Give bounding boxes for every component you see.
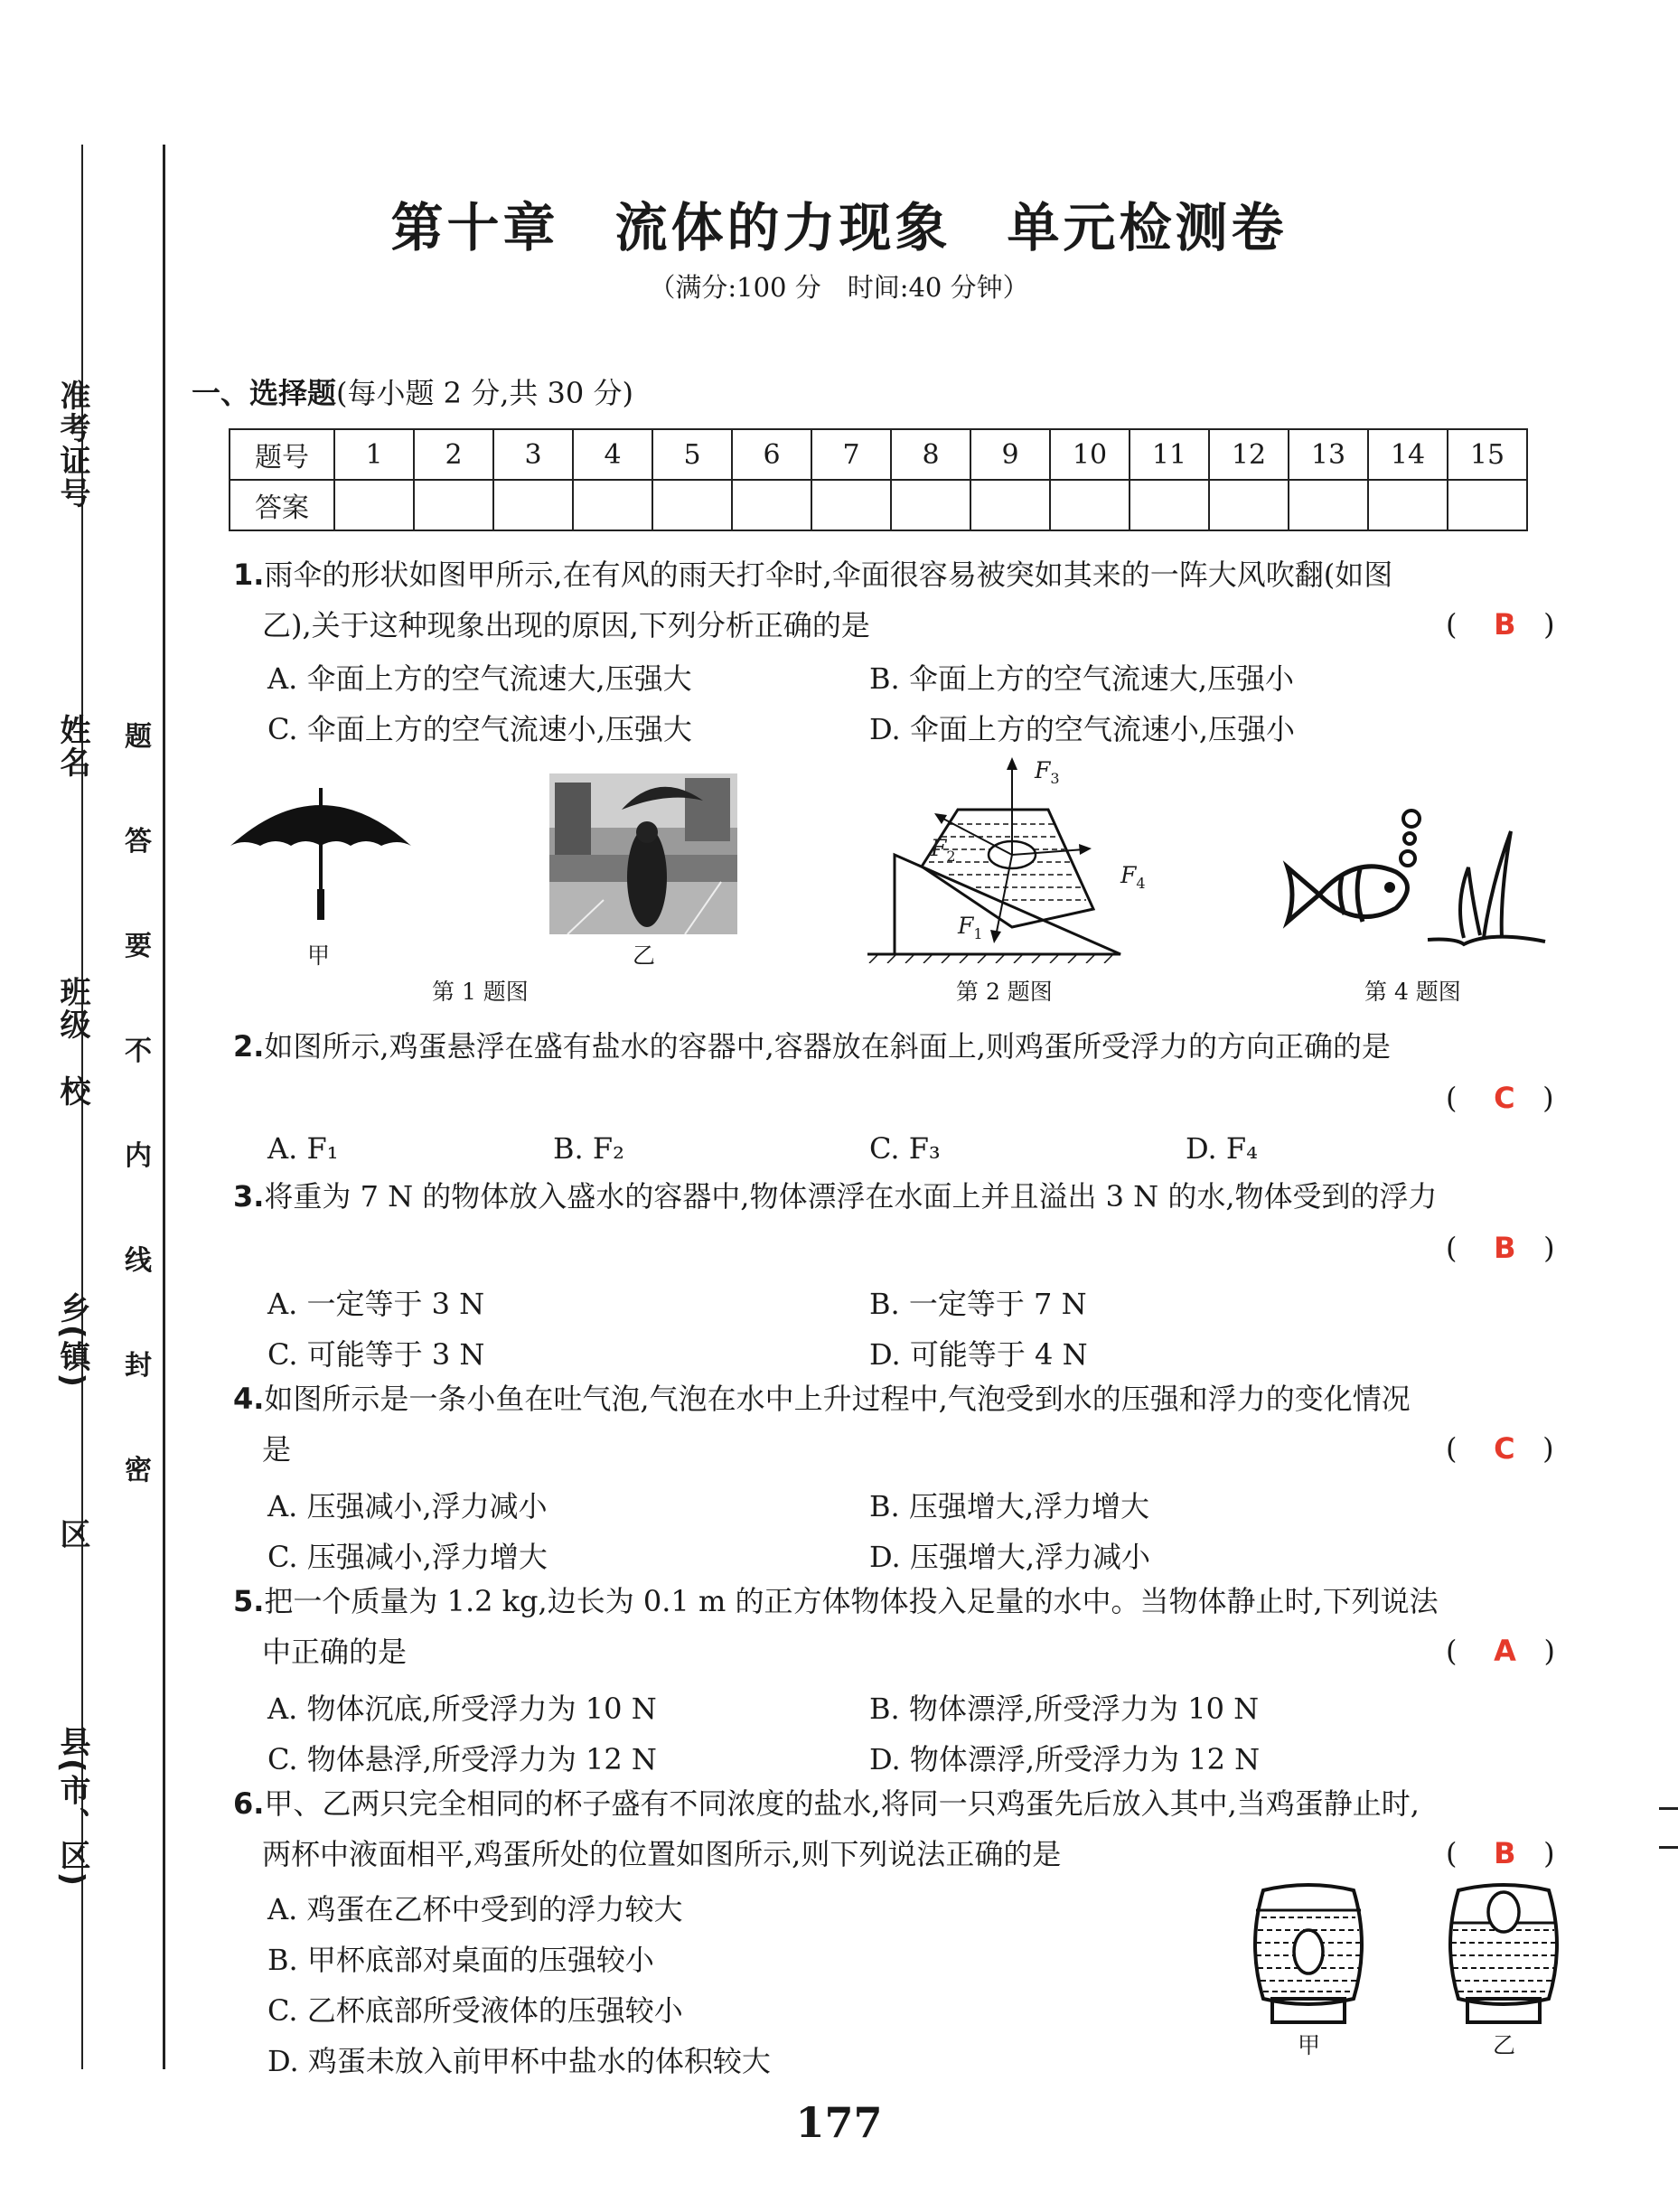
figure-label-yi: 乙 <box>633 942 656 969</box>
answer-table-number-row <box>230 429 1527 480</box>
force-f1-sub: 1 <box>973 925 983 942</box>
table-number-cell: 4 <box>573 429 652 480</box>
question-1-option-b: B. 伞面上方的空气流速大,压强小 <box>869 661 1295 696</box>
question-1-stem <box>233 549 1392 651</box>
table-number-cell: 3 <box>493 429 573 480</box>
cup-label-jia: 甲 <box>1298 2032 1321 2058</box>
incline-diagram <box>858 755 1130 963</box>
question-2-stem <box>233 1021 1391 1072</box>
question-2-option-b: B. F₂ <box>553 1131 624 1166</box>
question-5-option-d: D. 物体漂浮,所受浮力为 12 N <box>869 1742 1261 1776</box>
answer-cell[interactable] <box>811 480 891 530</box>
question-4-option-d: D. 压强增大,浮力减小 <box>869 1540 1151 1574</box>
question-5-answer: ( A ) <box>1446 1634 1555 1668</box>
answer-cell[interactable] <box>493 480 573 530</box>
figure-label-jia: 甲 <box>307 942 331 969</box>
question-5-line-2: 中正确的是 <box>262 1635 408 1669</box>
cup-yi-figure <box>1440 1881 1567 2030</box>
seal-char-2: 答 <box>125 826 152 858</box>
question-4-line-1: 如图所示是一条小鱼在吐气泡,气泡在水中上升过程中,气泡受到水的压强和浮力的变化情况 <box>264 1382 1411 1416</box>
seal-char-1: 题 <box>125 721 152 753</box>
page-number: 177 <box>795 2098 883 2147</box>
margin-line-inner <box>163 145 165 2069</box>
question-1-line-2: 乙),关于这种现象出现的原因,下列分析正确的是 <box>262 608 870 642</box>
page-title: 第十章 流体的力现象 单元检测卷 <box>390 197 1288 258</box>
margin-label-county: 县(市、区) <box>54 1726 90 1889</box>
question-1-line-1: 雨伞的形状如图甲所示,在有风的雨天打伞时,伞面很容易被突如其来的一阵大风吹翻(如图 <box>264 558 1393 592</box>
question-2-answer-letter: C <box>1494 1081 1515 1115</box>
table-number-cell: 13 <box>1289 429 1368 480</box>
question-3-option-c: C. 可能等于 3 N <box>267 1337 485 1372</box>
answer-cell[interactable] <box>1448 480 1527 530</box>
section-note: (每小题 2 分,共 30 分) <box>336 376 633 410</box>
answer-cell[interactable] <box>334 480 414 530</box>
question-5-option-b: B. 物体漂浮,所受浮力为 10 N <box>869 1692 1260 1726</box>
question-6-line-1: 甲、乙两只完全相同的杯子盛有不同浓度的盐水,将同一只鸡蛋先后放入其中,当鸡蛋静止时, <box>264 1786 1420 1821</box>
answer-cell[interactable] <box>1130 480 1209 530</box>
question-5-line-1: 把一个质量为 1.2 kg,边长为 0.1 m 的正方体物体投入足量的水中。当物体静止时,下列说法 <box>264 1584 1439 1618</box>
force-f4-sub: 4 <box>1136 875 1146 892</box>
margin-label-school: 校 <box>54 1075 90 1108</box>
fish-figure <box>1274 804 1563 958</box>
table-number-cell: 2 <box>414 429 493 480</box>
margin-label-exam-id: 准考证号 <box>54 380 90 510</box>
table-number-cell: 9 <box>970 429 1050 480</box>
question-6-line-2: 两杯中液面相平,鸡蛋所处的位置如图所示,则下列说法正确的是 <box>262 1837 1062 1871</box>
table-number-cell: 8 <box>891 429 970 480</box>
question-1-option-d: D. 伞面上方的空气流速小,压强小 <box>869 712 1296 746</box>
question-5-option-a: A. 物体沉底,所受浮力为 10 N <box>267 1692 657 1726</box>
question-1-option-c: C. 伞面上方的空气流速小,压强大 <box>267 712 692 746</box>
question-4-stem <box>233 1373 1411 1475</box>
margin-label-district: 区 <box>54 1518 90 1551</box>
answer-cell[interactable] <box>891 480 970 530</box>
question-4-answer-letter: C <box>1494 1431 1515 1466</box>
figure-1-caption: 第 1 题图 <box>432 979 529 1005</box>
answer-cell[interactable] <box>970 480 1050 530</box>
question-2-number: 2. <box>233 1029 265 1064</box>
question-3-option-d: D. 可能等于 4 N <box>869 1337 1088 1372</box>
question-4-number: 4. <box>233 1382 265 1416</box>
question-6-answer: ( B ) <box>1446 1836 1555 1870</box>
question-4-option-b: B. 压强增大,浮力增大 <box>869 1489 1150 1523</box>
answer-cell[interactable] <box>1289 480 1368 530</box>
question-2-line-1: 如图所示,鸡蛋悬浮在盛有盐水的容器中,容器放在斜面上,则鸡蛋所受浮力的方向正确的是 <box>264 1029 1391 1064</box>
question-1-answer: ( B ) <box>1446 607 1555 642</box>
margin-label-class: 班级 <box>54 976 90 1041</box>
question-3-line-1: 将重为 7 N 的物体放入盛水的容器中,物体漂浮在水面上并且溢出 3 N 的水,物体受到的浮力 <box>264 1179 1438 1214</box>
table-number-cell: 1 <box>334 429 414 480</box>
question-5-stem <box>233 1576 1439 1677</box>
section-name: 一、选择题 <box>192 376 337 410</box>
umbrella-photo-figure <box>549 773 737 934</box>
table-number-cell: 12 <box>1209 429 1289 480</box>
question-1-answer-letter: B <box>1494 607 1516 642</box>
answer-cell[interactable] <box>1050 480 1130 530</box>
force-label-f3 <box>1035 757 1060 787</box>
figure-4-caption: 第 4 题图 <box>1364 979 1461 1005</box>
table-number-cell: 14 <box>1368 429 1448 480</box>
question-6-option-d: D. 鸡蛋未放入前甲杯中盐水的体积较大 <box>267 2044 771 2078</box>
force-f4-letter: F <box>1120 862 1137 888</box>
question-6-option-b: B. 甲杯底部对桌面的压强较小 <box>267 1943 654 1977</box>
force-f3-letter: F <box>1035 757 1051 783</box>
seal-char-6: 线 <box>125 1245 152 1277</box>
seal-char-4: 不 <box>125 1036 152 1067</box>
page-subtitle: （满分:100 分 时间:40 分钟） <box>649 272 1029 303</box>
question-5-answer-letter: A <box>1494 1634 1516 1668</box>
question-6-stem <box>233 1778 1420 1879</box>
question-1-option-a: A. 伞面上方的空气流速大,压强大 <box>267 661 692 696</box>
force-label-f4 <box>1120 862 1146 892</box>
table-number-cell: 15 <box>1448 429 1527 480</box>
force-label-f1 <box>958 913 983 942</box>
seal-char-7: 封 <box>125 1350 152 1382</box>
cup-label-yi: 乙 <box>1493 2032 1516 2058</box>
umbrella-figure <box>226 783 416 936</box>
question-4-line-2: 是 <box>262 1432 292 1467</box>
seal-char-5: 内 <box>125 1140 152 1172</box>
question-3-option-a: A. 一定等于 3 N <box>267 1287 485 1321</box>
question-6-option-c: C. 乙杯底部所受液体的压强较小 <box>267 1993 683 2028</box>
table-number-cell: 5 <box>652 429 732 480</box>
answer-cell[interactable] <box>414 480 493 530</box>
force-f2-letter: F <box>931 835 947 861</box>
question-3-stem <box>233 1171 1438 1222</box>
margin-label-town: 乡(镇) <box>54 1292 90 1390</box>
table-number-cell: 6 <box>732 429 811 480</box>
question-3-option-b: B. 一定等于 7 N <box>869 1287 1087 1321</box>
force-f2-sub: 2 <box>946 848 956 865</box>
question-2-option-c: C. F₃ <box>869 1131 941 1166</box>
answer-cell[interactable] <box>1209 480 1289 530</box>
question-1-number: 1. <box>233 558 265 592</box>
force-f3-sub: 3 <box>1050 770 1060 787</box>
answer-cell[interactable] <box>1368 480 1448 530</box>
question-2-option-d: D. F₄ <box>1186 1131 1258 1166</box>
seal-char-8: 密 <box>125 1455 152 1486</box>
force-f1-letter: F <box>958 913 974 939</box>
question-4-option-a: A. 压强减小,浮力减小 <box>267 1489 548 1523</box>
table-label-number: 题号 <box>230 429 334 480</box>
question-6-option-a: A. 鸡蛋在乙杯中受到的浮力较大 <box>267 1892 683 1926</box>
figure-2-caption: 第 2 题图 <box>956 979 1053 1005</box>
question-4-option-c: C. 压强减小,浮力增大 <box>267 1540 548 1574</box>
question-5-option-c: C. 物体悬浮,所受浮力为 12 N <box>267 1742 657 1776</box>
seal-char-3: 要 <box>125 931 152 962</box>
force-label-f2 <box>931 835 956 865</box>
right-edge-mark <box>1659 1807 1678 1849</box>
section-heading <box>192 370 633 412</box>
question-6-answer-letter: B <box>1494 1836 1516 1870</box>
margin-label-name: 姓名 <box>54 714 90 779</box>
question-3-answer-letter: B <box>1494 1231 1516 1265</box>
answer-table-answer-row <box>230 480 1527 530</box>
question-5-number: 5. <box>233 1584 265 1618</box>
answer-cell[interactable] <box>732 480 811 530</box>
answer-cell[interactable] <box>652 480 732 530</box>
table-number-cell: 11 <box>1130 429 1209 480</box>
question-6-number: 6. <box>233 1786 265 1821</box>
answer-cell[interactable] <box>573 480 652 530</box>
table-number-cell: 10 <box>1050 429 1130 480</box>
question-3-number: 3. <box>233 1179 265 1214</box>
question-4-answer: ( C ) <box>1446 1431 1554 1466</box>
question-2-option-a: A. F₁ <box>267 1131 339 1166</box>
answer-table <box>229 428 1528 531</box>
cup-jia-figure <box>1245 1881 1372 2030</box>
table-label-answer: 答案 <box>230 480 334 530</box>
question-2-answer: ( C ) <box>1446 1081 1554 1115</box>
question-3-answer: ( B ) <box>1446 1231 1555 1265</box>
table-number-cell: 7 <box>811 429 891 480</box>
